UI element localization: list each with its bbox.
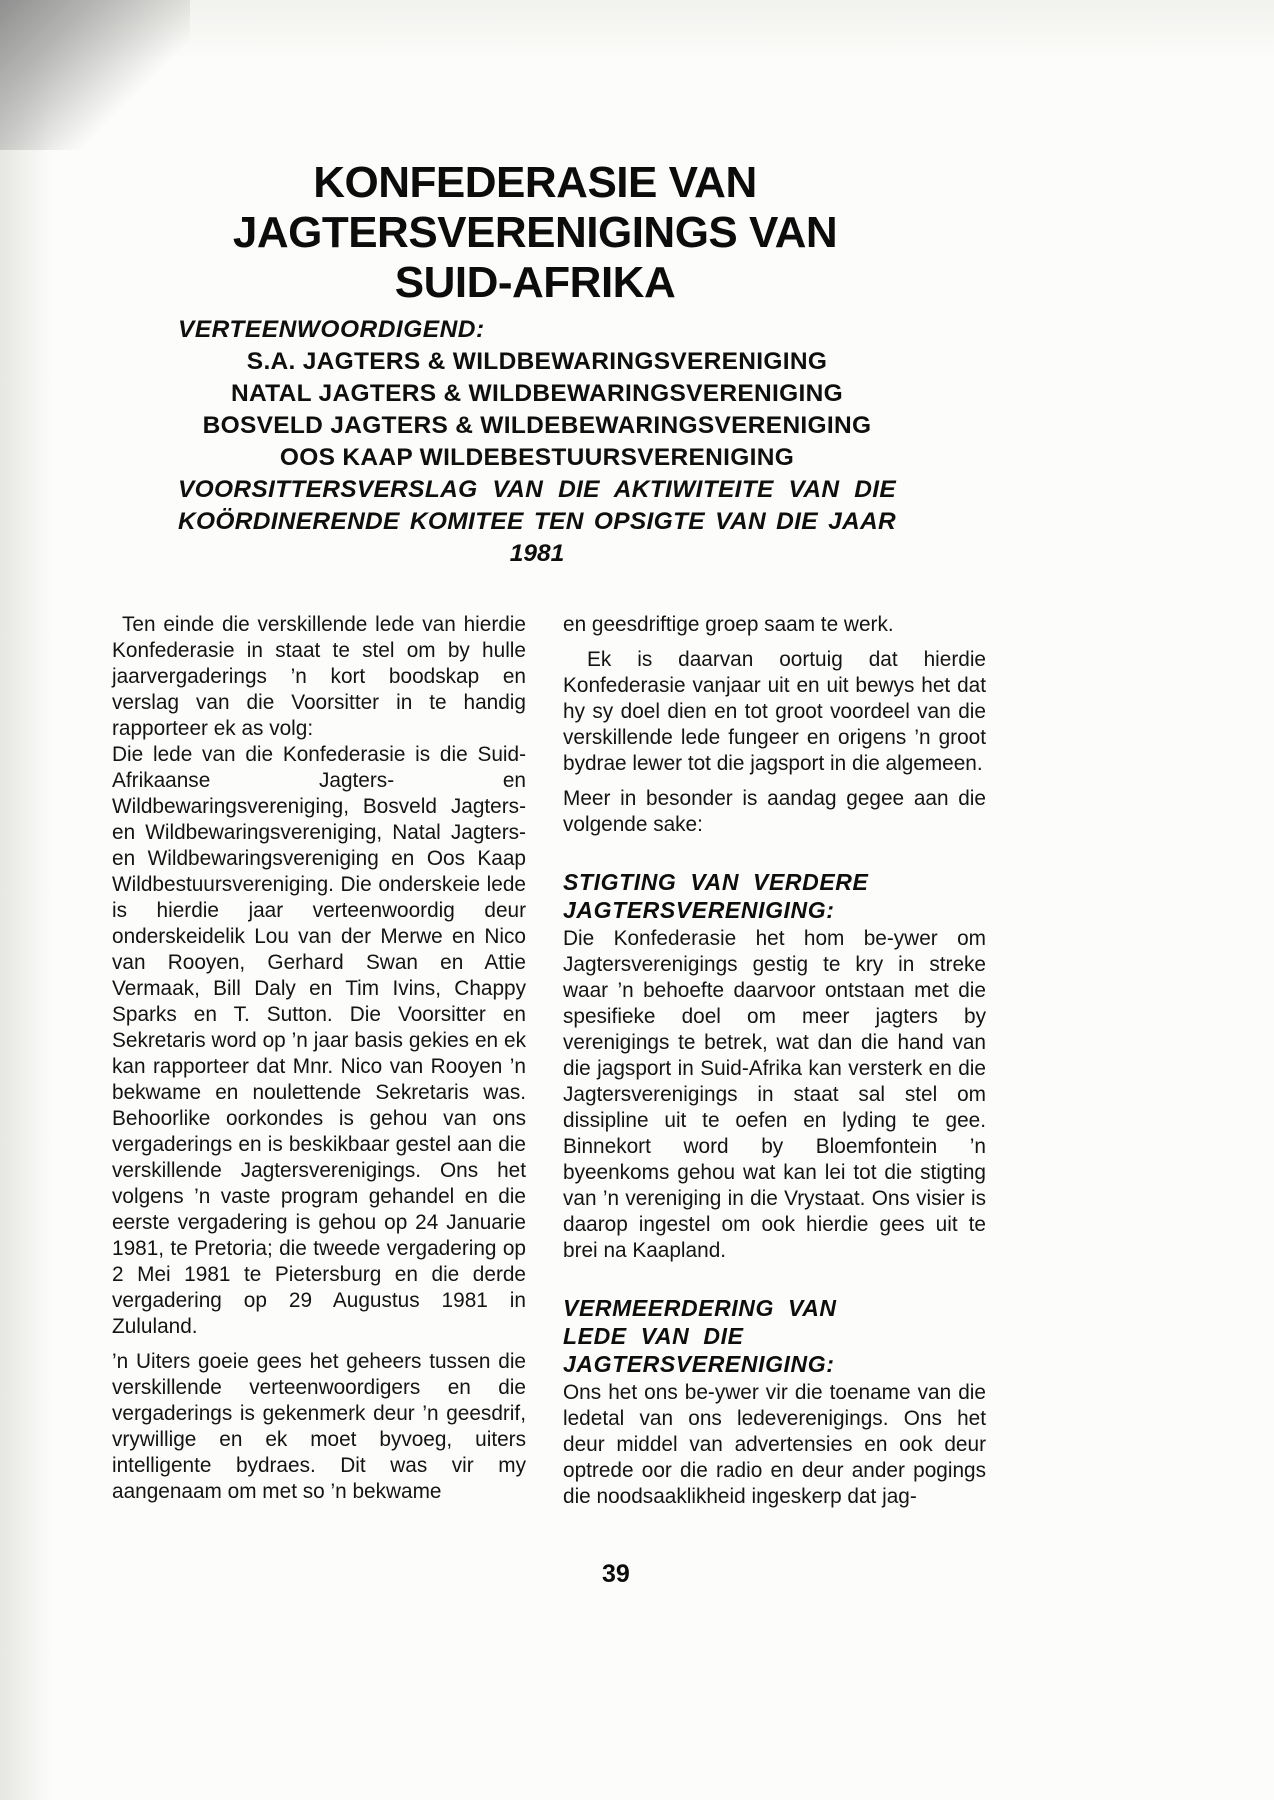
- paragraph: en geesdriftige groep saam te werk.: [563, 613, 894, 636]
- right-text-column: [563, 612, 986, 1510]
- page-corner-shadow: [0, 0, 190, 150]
- title-line: KONFEDERASIE VAN: [313, 158, 757, 207]
- section-heading-line: LEDE VAN DIE: [563, 1323, 744, 1349]
- paragraph: Ek is daarvan oortuig dat hierdie Konfederasie vanjaar uit en uit bewys het dat hy sy doel dien en tot groot voordeel van die verskillende lede fungeer en origens ’n groot bydrae lewer tot die jagsport in die algemeen.: [563, 648, 986, 775]
- organisation-line: OOS KAAP WILDEBESTUURSVERENIGING: [279, 444, 795, 471]
- page-left-edge-shading: [0, 0, 52, 1800]
- section-heading-line: VERMEERDERING VAN: [563, 1295, 837, 1321]
- title-line: JAGTERSVERENIGINGS VAN: [232, 208, 838, 257]
- paragraph: Die Konfederasie het hom be-ywer om Jagtersverenigings gestig te kry in streke waar ’n behoefte daarvoor ontstaan met die spesifieke doel om meer jagters by verenigings te betrek, wat dan die hand van die jagsport in Suid-Afrika kan versterk en die Jagtersverenigings in staat sal stel om dissipline uit te oefen en lyding te gee. Binnekort word by Bloemfontein ’n byeenkoms gehou wat kan lei tot die stigting van ’n vereniging in die Vrystaat. Ons visier is daarop ingestel om ook hierdie gees uit te brei na Kaapland.: [563, 927, 986, 1262]
- paragraph: Ten einde die verskillende lede van hierdie Konfederasie in staat te stel om by hulle jaarvergaderings ’n kort boodskap en verslag van die Voorsitter in te handig rapporteer ek as volg:: [112, 613, 526, 740]
- page-top-edge-shading: [0, 0, 1274, 60]
- report-heading-line: VOORSITTERSVERSLAG VAN DIE AKTIWITEITE VAN DIE: [178, 476, 896, 503]
- paragraph: ’n Uiters goeie gees het geheers tussen die verskillende verteenwoordigers en die vergaderings is gekenmerk deur ’n geesdrif, vrywillige en ek moet byvoeg, uiters intelligente bydraes. Dit was vir my aangenaam om met so ’n bekwame: [112, 1350, 526, 1503]
- representing-block: [178, 314, 896, 570]
- section-heading-line: JAGTERSVERENIGING:: [563, 897, 835, 923]
- page-number: 39: [602, 1560, 630, 1588]
- section-heading-line: STIGTING VAN VERDERE: [563, 869, 869, 895]
- document-title: [95, 158, 975, 308]
- paragraph: Meer in besonder is aandag gegee aan die volgende sake:: [563, 787, 986, 836]
- organisation-line: BOSVELD JAGTERS & WILDEBEWARINGSVERENIGING: [202, 412, 872, 439]
- representing-label: VERTEENWOORDIGEND:: [178, 316, 485, 343]
- organisation-line: S.A. JAGTERS & WILDBEWARINGSVERENIGING: [246, 348, 828, 375]
- title-line: SUID-AFRIKA: [394, 258, 676, 307]
- section-heading: [563, 868, 986, 924]
- section-heading: [563, 1294, 986, 1378]
- left-text-column: [112, 612, 526, 1505]
- section-heading-line: JAGTERSVERENIGING:: [563, 1351, 835, 1377]
- organisation-line: NATAL JAGTERS & WILDBEWARINGSVERENIGING: [231, 380, 843, 407]
- paragraph: Die lede van die Konfederasie is die Suid-Afrikaanse Jagters- en Wildbewaringsvereniging, Bosveld Jagters- en Wildbewaringsvereniging, Natal Jagters- en Wildbewaringsvereniging en Oos Kaap Wildbestuursvereniging. Die onderskeie lede is hierdie jaar verteenwoordig deur onderskeidelik Lou van der Merwe en Nico van Rooyen, Gerhard Swan en Attie Vermaak, Bill Daly en Tim Ivins, Chappy Sparks en T. Sutton. Die Voorsitter en Sekretaris word op ’n jaar basis gekies en ek kan rapporteer dat Mnr. Nico van Rooyen ’n bekwame en noulettende Sekretaris was. Behoorlike oorkondes is gehou van ons vergaderings en is beskikbaar gestel aan die verskillende Jagtersverenigings. Ons het volgens ’n vaste program gehandel en die eerste vergadering is gehou op 24 Januarie 1981, te Pretoria; die tweede vergadering op 2 Mei 1981 te Pietersburg en die derde vergadering op 29 Augustus 1981 in Zululand.: [112, 743, 526, 1338]
- report-heading-line: KOÖRDINERENDE KOMITEE TEN OPSIGTE VAN DIE JAAR: [178, 508, 896, 535]
- report-year: 1981: [509, 540, 565, 567]
- paragraph: Ons het ons be-ywer vir die toename van die ledetal van ons ledeverenigings. Ons het deur middel van advertensies en ook deur optrede oor die radio en deur ander pogings die noodsaaklikheid ingeskerp dat jag-: [563, 1381, 986, 1508]
